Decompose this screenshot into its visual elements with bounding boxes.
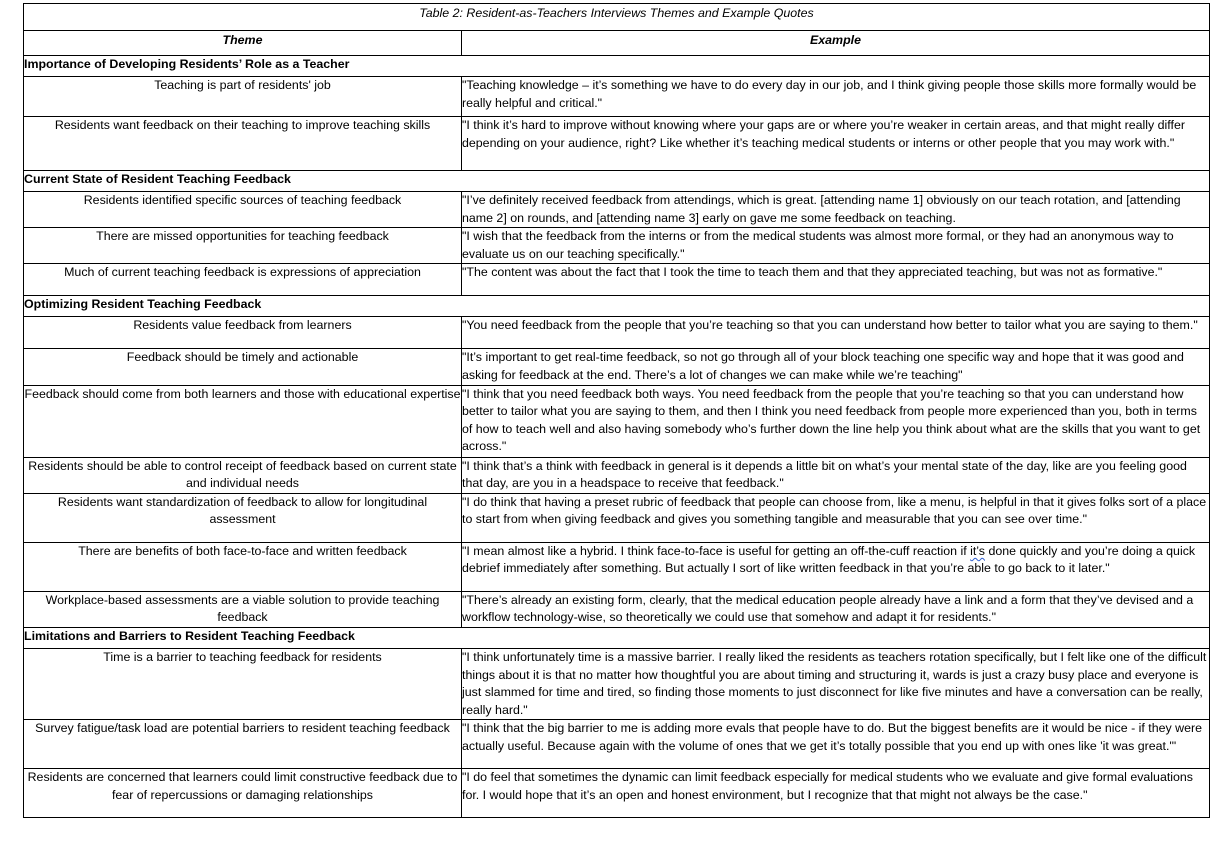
themes-table — [23, 3, 1210, 818]
header-row — [24, 31, 1210, 56]
example-quote-cell: "You need feedback from the people that you’re teaching so that you can understand how better to tailor what you are saying to them." — [462, 317, 1210, 349]
section-row — [24, 296, 1210, 317]
table-row — [24, 769, 1210, 818]
section-title: Limitations and Barriers to Resident Teaching Feedback — [24, 627, 1210, 648]
example-quote-cell: "I think that the big barrier to me is adding more evals that people have to do. But the biggest benefits are it would be nice - if they were actually useful. Because again with the volume of ones that we get it’s totally possible that you end up with ones like 'it was great.'" — [462, 720, 1210, 769]
table-row — [24, 264, 1210, 296]
example-quote-cell: "I do feel that sometimes the dynamic can limit feedback especially for medical students who we evaluate and give formal evaluations for. I would hope that it’s an open and honest environment, but I recognize that that might not always be the case." — [462, 769, 1210, 818]
example-quote-cell: "It’s important to get real-time feedback, so not go through all of your block teaching one specific way and hope that it was good and asking for feedback at the end. There’s a lot of changes we can make while we’re teaching" — [462, 349, 1210, 385]
section-row — [24, 627, 1210, 648]
example-quote-cell: "I think that you need feedback both ways. You need feedback from the people that you’re teaching so that you can understand how better to tailor what you are saying to them, and then I think you need feedback from people more experienced than you, both in terms of how to teach well and also having somebody who’s further down the line help you think about what are the skills that you want to get across." — [462, 385, 1210, 457]
column-header-example: Example — [462, 31, 1210, 56]
table-row — [24, 648, 1210, 719]
table-row — [24, 349, 1210, 385]
table-row — [24, 457, 1210, 493]
table-row — [24, 542, 1210, 591]
example-quote-cell: "The content was about the fact that I took the time to teach them and that they appreciated teaching, but was not as formative." — [462, 264, 1210, 296]
theme-cell: Residents value feedback from learners — [24, 317, 462, 349]
table-row — [24, 591, 1210, 627]
example-quote-cell: "I do think that having a preset rubric of feedback that people can choose from, like a menu, is helpful in that it gives folks sort of a place to start from when giving feedback and gives you something tangible and measurable that you can see over time." — [462, 493, 1210, 542]
section-row — [24, 56, 1210, 77]
theme-cell: Time is a barrier to teaching feedback for residents — [24, 648, 462, 719]
theme-cell: There are benefits of both face-to-face and written feedback — [24, 542, 462, 591]
theme-cell: Feedback should be timely and actionable — [24, 349, 462, 385]
table-row — [24, 192, 1210, 228]
example-quote-cell: "I think unfortunately time is a massive barrier. I really liked the residents as teachers rotation specifically, but I felt like one of the difficult things about it is that no matter how thoughtful you are about timing and structuring it, wards is just a crazy busy place and everyone is just slammed for time and tired, so finding those moments to just disconnect for like five minutes and have a conversation can be really, really hard." — [462, 648, 1210, 719]
theme-cell: Residents should be able to control receipt of feedback based on current state and individual needs — [24, 457, 462, 493]
theme-cell: Teaching is part of residents' job — [24, 77, 462, 117]
theme-cell: Residents identified specific sources of teaching feedback — [24, 192, 462, 228]
table-row — [24, 228, 1210, 264]
theme-cell: Much of current teaching feedback is expressions of appreciation — [24, 264, 462, 296]
example-quote-cell: "I’ve definitely received feedback from attendings, which is great. [attending name 1] obviously on our teach rotation, and [attending name 2] on rounds, and [attending name 3] early on gave me some feedback on teaching. — [462, 192, 1210, 228]
table-row — [24, 385, 1210, 457]
section-title: Importance of Developing Residents’ Role as a Teacher — [24, 56, 1210, 77]
table-row — [24, 77, 1210, 117]
theme-cell: Feedback should come from both learners and those with educational expertise — [24, 385, 462, 457]
example-quote-cell: "I think that’s a think with feedback in general is it depends a little bit on what’s your mental state of the day, like are you feeling good that day, are you in a headspace to receive that feedback." — [462, 457, 1210, 493]
theme-cell: Residents want feedback on their teaching to improve teaching skills — [24, 117, 462, 171]
example-quote-cell: "I think it’s hard to improve without knowing where your gaps are or where you’re weaker in certain areas, and that might really differ depending on your audience, right? Like whether it’s teaching medical students or interns or other people that you may work with." — [462, 117, 1210, 171]
section-row — [24, 171, 1210, 192]
theme-cell: Residents are concerned that learners could limit constructive feedback due to fear of repercussions or damaging relationships — [24, 769, 462, 818]
theme-cell: There are missed opportunities for teaching feedback — [24, 228, 462, 264]
spellcheck-underline: it’s — [970, 543, 985, 558]
theme-cell: Survey fatigue/task load are potential barriers to resident teaching feedback — [24, 720, 462, 769]
section-title: Optimizing Resident Teaching Feedback — [24, 296, 1210, 317]
table-row — [24, 317, 1210, 349]
table-row — [24, 117, 1210, 171]
section-title: Current State of Resident Teaching Feedback — [24, 171, 1210, 192]
caption-row — [24, 4, 1210, 31]
theme-cell: Workplace-based assessments are a viable solution to provide teaching feedback — [24, 591, 462, 627]
theme-cell: Residents want standardization of feedback to allow for longitudinal assessment — [24, 493, 462, 542]
table-row — [24, 720, 1210, 769]
example-quote-cell: "I wish that the feedback from the interns or from the medical students was almost more formal, or they had an anonymous way to evaluate us on our teaching specifically." — [462, 228, 1210, 264]
table-caption: Table 2: Resident-as-Teachers Interviews Themes and Example Quotes — [24, 4, 1210, 31]
example-quote-cell: "I mean almost like a hybrid. I think face-to-face is useful for getting an off-the-cuff reaction if it’s done quickly and you’re doing a quick debrief immediately after something. But actually I sort of like written feedback in that you’re able to go back to it later." — [462, 542, 1210, 591]
table-row — [24, 493, 1210, 542]
column-header-theme: Theme — [24, 31, 462, 56]
example-quote-cell: "There’s already an existing form, clearly, that the medical education people already have a link and a form that they’ve devised and a workflow technology-wise, so theoretically we could use that somehow and adapt it for residents." — [462, 591, 1210, 627]
example-quote-cell: "Teaching knowledge – it’s something we have to do every day in our job, and I think giving people those skills more formally would be really helpful and critical." — [462, 77, 1210, 117]
